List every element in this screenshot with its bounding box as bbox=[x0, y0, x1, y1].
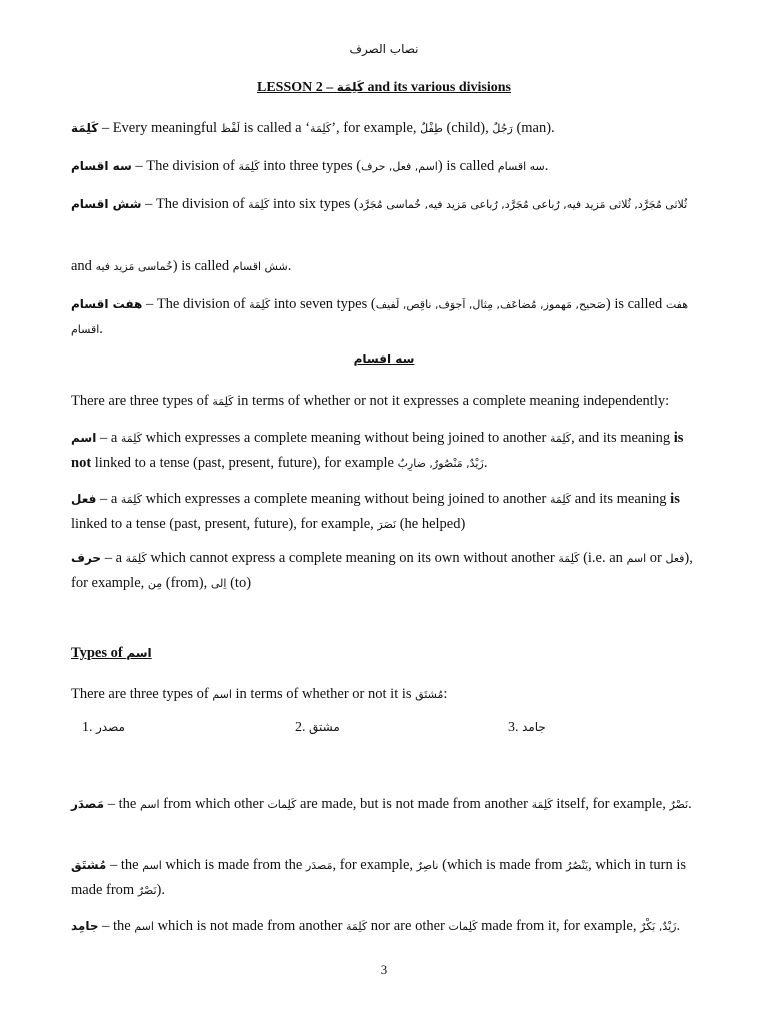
arabic-text: كَلِمَة bbox=[549, 493, 572, 506]
text: or bbox=[646, 550, 666, 566]
text: and its meaning bbox=[571, 491, 671, 507]
arabic-text: سه اقسام bbox=[497, 160, 545, 173]
text: (he helped) bbox=[396, 516, 466, 532]
text: – The division of bbox=[141, 196, 249, 212]
text: linked to a tense (past, present, future), for example, bbox=[71, 516, 378, 532]
arabic-text: هفت اقسام bbox=[71, 298, 689, 336]
definition-jamid bbox=[71, 914, 696, 939]
arabic-text: صَحيح, مَهموز, مُضاعَف, مِثال, اَجوَف, ناقِص, لَفيف bbox=[375, 298, 606, 311]
term: كَلِمَة bbox=[71, 121, 99, 135]
text: (man). bbox=[512, 120, 555, 136]
text: and bbox=[71, 258, 96, 274]
term: جامِد bbox=[71, 919, 99, 933]
text: (from), bbox=[162, 575, 211, 591]
arabic-text: نَصَرَ bbox=[377, 518, 397, 531]
arabic-text: مُشتَق bbox=[415, 688, 444, 701]
arabic-text: زَيْدٌ, مَنْصُورٌ, ضارِبٌ bbox=[397, 457, 484, 470]
arabic-text: اسم bbox=[134, 920, 154, 933]
arabic-text: كَلِمَة bbox=[212, 395, 234, 408]
text: (to) bbox=[226, 575, 252, 591]
text: – the bbox=[104, 796, 140, 812]
arabic-text: كَلِمَة bbox=[549, 432, 572, 445]
list-label: جامد bbox=[522, 720, 546, 734]
arabic-text: اسم bbox=[139, 798, 160, 811]
text: into seven types ( bbox=[270, 296, 376, 312]
list-item bbox=[82, 720, 125, 736]
text: from which other bbox=[159, 796, 268, 812]
definition-ism bbox=[71, 426, 696, 476]
text: – a bbox=[96, 491, 121, 507]
arabic-text: كَلِمَة bbox=[120, 493, 143, 506]
intro-ism-types bbox=[71, 682, 696, 707]
text: – The division of bbox=[142, 296, 250, 312]
arabic-text: اِلى bbox=[210, 577, 227, 590]
text: . bbox=[688, 796, 692, 812]
types-of-ism-heading bbox=[71, 645, 152, 662]
lesson-title bbox=[0, 80, 768, 96]
term: حرف bbox=[71, 551, 102, 565]
arabic-text: كَلِمَة bbox=[125, 552, 147, 565]
definition-fil bbox=[71, 487, 696, 537]
arabic-text: كَلِمَة bbox=[249, 298, 271, 311]
list-item bbox=[295, 720, 340, 736]
arabic-text: كَلِمَة bbox=[346, 920, 368, 933]
arabic-text: كَلِمَة bbox=[248, 198, 270, 211]
arabic-text: اسم bbox=[212, 688, 232, 701]
definition-masdar bbox=[71, 792, 696, 817]
text: – the bbox=[106, 857, 143, 873]
text: are made, but is not made from another bbox=[296, 796, 532, 812]
text: into three types ( bbox=[259, 158, 362, 174]
term: سه اقسام bbox=[71, 159, 132, 173]
arabic-text: يَنْصُرُ bbox=[566, 859, 589, 872]
term: فعل bbox=[71, 492, 97, 506]
arabic-text: فعل bbox=[665, 552, 685, 565]
arabic-text: طِفْلٌ bbox=[420, 122, 443, 135]
text: linked to a tense (past, present, future), for example bbox=[91, 455, 398, 471]
text: ) is called bbox=[605, 296, 666, 312]
text: ’, for example, bbox=[331, 120, 421, 136]
text: which is made from the bbox=[161, 857, 306, 873]
text: There are three types of bbox=[71, 393, 213, 409]
arabic-text: رَجُلٌ bbox=[492, 122, 513, 135]
list-item bbox=[508, 720, 546, 736]
arabic-text: خُماسى مَزيد فيه bbox=[95, 260, 173, 273]
text: (child), bbox=[442, 120, 493, 136]
text: which is not made from another bbox=[153, 918, 347, 934]
emphasis: is not bbox=[71, 430, 684, 471]
term: اسم bbox=[71, 431, 97, 445]
text: ) is called bbox=[437, 158, 498, 174]
arabic-text: شش اقسام bbox=[232, 260, 288, 273]
text: , which in turn is made from bbox=[71, 857, 687, 898]
arabic-text: مَصدَر bbox=[305, 859, 333, 872]
text: . bbox=[99, 321, 103, 337]
text: . bbox=[676, 918, 681, 934]
arabic-text: اسم bbox=[126, 646, 152, 660]
term: مَصدَر bbox=[71, 797, 105, 811]
arabic-text: كَلِمَة bbox=[310, 122, 332, 135]
book-title: نصاب الصرف bbox=[349, 42, 419, 56]
text: ), for example, bbox=[71, 550, 693, 591]
arabic-text: اسم bbox=[142, 859, 162, 872]
text: (which is made from bbox=[438, 857, 567, 873]
intro-three-types bbox=[71, 389, 696, 414]
arabic-text: كَلِمَة bbox=[531, 798, 553, 811]
text: Types of bbox=[71, 645, 127, 661]
page-header bbox=[0, 42, 768, 58]
text: . bbox=[287, 258, 292, 274]
text: There are three types of bbox=[71, 686, 213, 702]
text: nor are other bbox=[367, 918, 449, 934]
arabic-text: مِن bbox=[147, 577, 163, 590]
definition-haft-aqsam bbox=[71, 292, 696, 342]
emphasis: is bbox=[670, 491, 680, 507]
text: , and its meaning bbox=[571, 430, 674, 446]
arabic-text: اسم bbox=[626, 552, 647, 565]
text: . bbox=[544, 158, 549, 174]
text: – The division of bbox=[131, 158, 239, 174]
text: in terms of whether or not it is bbox=[231, 686, 416, 702]
lesson-prefix: LESSON 2 – bbox=[256, 80, 334, 95]
text: ) is called bbox=[172, 258, 233, 274]
definition-shash-aqsam-cont bbox=[71, 254, 696, 279]
text: (i.e. an bbox=[579, 550, 627, 566]
definition-seh-aqsam bbox=[71, 154, 696, 179]
list-label: مصدر bbox=[96, 720, 125, 734]
arabic-text: ناصِرٌ bbox=[416, 859, 439, 872]
list-number: 3. bbox=[508, 720, 519, 735]
text: which cannot express a complete meaning on its own without another bbox=[146, 550, 559, 566]
arabic-text: كَلِمات bbox=[448, 920, 478, 933]
text: , for example, bbox=[332, 857, 417, 873]
term: شش اقسام bbox=[71, 197, 142, 211]
text: is called a ‘ bbox=[239, 120, 311, 136]
text: into six types ( bbox=[269, 196, 359, 212]
text: which expresses a complete meaning without being joined to another bbox=[142, 430, 550, 446]
lesson-suffix: and its various divisions bbox=[367, 80, 511, 95]
list-number: 1. bbox=[82, 720, 93, 735]
term: هفت اقسام bbox=[71, 297, 143, 311]
list-label: مشتق bbox=[309, 720, 340, 734]
text: made from it, for example, bbox=[477, 918, 641, 934]
page-number: 3 bbox=[380, 962, 388, 977]
definition-kalima bbox=[71, 116, 696, 141]
text: – the bbox=[98, 918, 135, 934]
term: مُشتَق bbox=[71, 858, 107, 872]
text: – Every meaningful bbox=[98, 120, 221, 136]
arabic-text: لَفْظ bbox=[220, 122, 240, 135]
text: : bbox=[443, 686, 448, 702]
text: . bbox=[483, 455, 488, 471]
lesson-arabic: كَلِمَة bbox=[336, 80, 364, 94]
list-number: 2. bbox=[295, 720, 306, 735]
arabic-text: كَلِمَة bbox=[558, 552, 580, 565]
definition-shash-aqsam bbox=[71, 192, 696, 217]
definition-harf bbox=[71, 546, 696, 596]
arabic-text: ثُلاثى مُجَرَّد, ثُلاثى مَزيد فيه, رُباعى مُجَرَّد, رُباعى مَزيد فيه, خُماسى مُجَرَّد bbox=[358, 198, 688, 211]
arabic-text: كَلِمات bbox=[267, 798, 297, 811]
arabic-text: اسم, فعل, حرف bbox=[361, 160, 438, 173]
text: ). bbox=[156, 882, 165, 898]
text: itself, for example, bbox=[552, 796, 670, 812]
definition-mushtaq bbox=[71, 853, 696, 903]
arabic-text: كَلِمَة bbox=[238, 160, 260, 173]
section-heading: سه اقسام bbox=[353, 352, 415, 366]
arabic-text: زَيْدٌ, بَكْرٌ bbox=[640, 920, 677, 933]
text: – a bbox=[96, 430, 121, 446]
text: in terms of whether or not it expresses a complete meaning independently: bbox=[233, 393, 670, 409]
arabic-text: نَصْرٌ bbox=[137, 884, 157, 897]
arabic-text: كَلِمَة bbox=[120, 432, 143, 445]
arabic-text: نَصْرٌ bbox=[669, 798, 689, 811]
text: which expresses a complete meaning without being joined to another bbox=[142, 491, 550, 507]
text: – a bbox=[101, 550, 126, 566]
